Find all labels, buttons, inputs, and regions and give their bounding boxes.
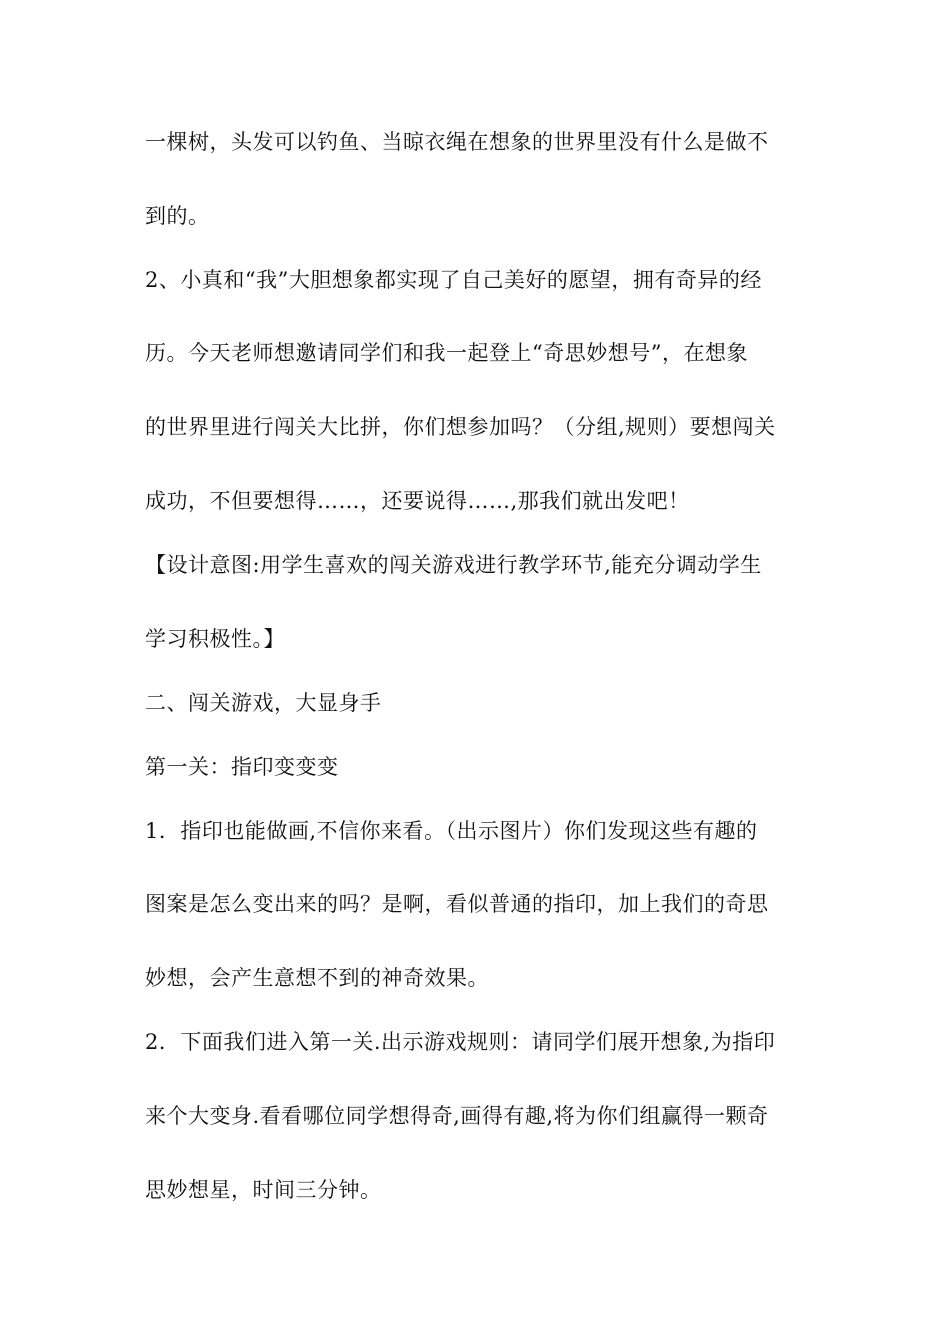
paragraph-line: 1．指印也能做画,不信你来看。（出示图片）你们发现这些有趣的 [145, 819, 758, 843]
paragraph-line: 2、小真和“我”大胆想象都实现了自己美好的愿望，拥有奇异的经 [145, 268, 762, 292]
design-intent-line: 【设计意图:用学生喜欢的闯关游戏进行教学环节,能充分调动学生 [145, 553, 762, 577]
paragraph-line: 来个大变身.看看哪位同学想得奇,画得有趣,将为你们组赢得一颗奇 [145, 1104, 769, 1128]
paragraph-line: 妙想，会产生意想不到的神奇效果。 [145, 966, 489, 990]
paragraph-line: 到的。 [145, 204, 210, 228]
paragraph-line: 思妙想星，时间三分钟。 [145, 1178, 382, 1202]
level-heading: 第一关：指印变变变 [145, 755, 339, 779]
paragraph-line: 成功，不但要想得……，还要说得……,那我们就出发吧！ [145, 489, 690, 513]
design-intent-line: 学习积极性。】 [145, 627, 285, 651]
paragraph-line: 的世界里进行闯关大比拼，你们想参加吗？（分组,规则）要想闯关 [145, 415, 776, 439]
paragraph-line: 2．下面我们进入第一关.出示游戏规则：请同学们展开想象,为指印 [145, 1030, 776, 1054]
section-heading: 二、闯关游戏，大显身手 [145, 691, 382, 715]
paragraph-line: 图案是怎么变出来的吗？是啊，看似普通的指印，加上我们的奇思 [145, 892, 769, 916]
paragraph-line: 一棵树，头发可以钓鱼、当晾衣绳在想象的世界里没有什么是做不 [145, 130, 769, 154]
paragraph-line: 历。今天老师想邀请同学们和我一起登上“奇思妙想号”，在想象 [145, 341, 748, 365]
